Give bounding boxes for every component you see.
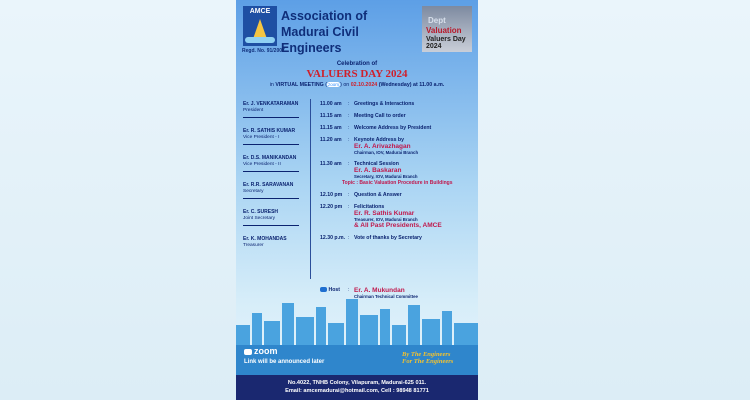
celebration-label: Celebration of [336, 61, 378, 67]
schedule-list [320, 101, 470, 241]
schedule-item: 12.10 pm : Question & Answer [320, 192, 402, 198]
logo-text: AMCE [249, 8, 271, 15]
speaker-name: Er. A. Arivazhagan [354, 143, 411, 150]
org-line-1: Association of [281, 9, 368, 23]
event-poster [236, 0, 478, 400]
officer-role: Secretary [243, 189, 264, 194]
schedule-item: 11.00 am : Greetings & Interactions [320, 101, 415, 107]
meeting-line: in VIRTUAL MEETING (zoom) on 02.10.2024 (Wednesday) at 11.00 a.m. [269, 82, 445, 88]
footer-contact-line: Email: amcemadurai@hotmail.com, Cell : 98948 81771 [285, 388, 429, 394]
schedule-item: 11.15 am : Meeting Call to order [320, 113, 406, 119]
host-role: Chairman Technical Committee [354, 294, 418, 299]
officer-item [243, 182, 307, 209]
extra-felicitation: & All Past Presidents, AMCE [354, 222, 442, 229]
amce-logo [243, 6, 277, 46]
schedule-item: 11.30 am : Technical Session Er. A. Baskaran Secretary, IOV, Madurai Branch Topic : Basic Valuation Procedure in Buildings [320, 161, 470, 186]
topic-line: Topic : Basic Valuation Procedure in Buildings [342, 180, 453, 186]
badge-line-2: Valuation [426, 26, 462, 35]
badge-line-1: Dept [428, 16, 446, 25]
registration-number: Regd. No. 91/2007 [242, 48, 285, 54]
officer-name: Er. J. VENKATARAMAN [243, 101, 299, 107]
org-line-2: Madurai Civil Engineers [281, 25, 359, 55]
zoom-logo: zoom [244, 346, 278, 356]
event-title: VALUERS DAY 2024 [306, 68, 408, 80]
officer-role: Vice President - I [243, 135, 280, 140]
org-name [281, 8, 421, 56]
meeting-date: 02.10.2024 [350, 82, 378, 88]
officer-item [243, 101, 307, 128]
meeting-in: in [269, 82, 274, 88]
schedule-item: 12.30 p.m. : Vote of thanks by Secretary [320, 235, 422, 241]
officer-item [243, 209, 307, 236]
schedule-item: 11.20 am : Keynote Address by Er. A. Arivazhagan Chairman, IOV, Madurai Branch [320, 137, 470, 155]
slogan [402, 351, 453, 365]
badge-line-3: Valuers Day 2024 [426, 36, 466, 50]
officer-role: Vice President - II [243, 162, 281, 167]
meeting-on: on [343, 82, 350, 88]
officer-name: Er. K. MOHANDAS [243, 236, 287, 242]
host-label: Host [328, 287, 340, 293]
officer-item [243, 155, 307, 182]
officer-item [243, 236, 307, 263]
officer-name: Er. R.R. SARAVANAN [243, 182, 294, 188]
officer-name: Er. R. SATHIS KUMAR [243, 128, 296, 134]
host-section: Host : Er. A. Mukundan Chairman Technical Committee [320, 287, 470, 299]
officer-role: Treasurer [243, 243, 264, 248]
footer-address: No.4022, TNHB Colony, Vilapuram, Madurai-625 011. [287, 380, 427, 386]
speaker-name: Er. R. Sathis Kumar [354, 210, 415, 217]
officers-list [243, 101, 307, 263]
zoom-camera-icon [244, 349, 252, 355]
meeting-tail: (Wednesday) at 11.00 a.m. [378, 82, 445, 88]
speaker-role: Treasurer, IOV, Madurai Branch [354, 217, 418, 222]
speaker-name: Er. A. Baskaran [354, 167, 402, 174]
officer-name: Er. D.S. MANIKANDAN [243, 155, 297, 161]
officer-name: Er. C. SURESH [243, 209, 279, 215]
slogan-line-1: By The Engineers [402, 351, 451, 358]
host-name: Er. A. Mukundan [354, 287, 405, 294]
officer-role: Joint Secretary [243, 216, 275, 221]
footer-contact [236, 375, 478, 400]
meeting-label: VIRTUAL MEETING [275, 82, 324, 88]
slogan-line-2: For The Engineers [402, 358, 454, 365]
officer-item [243, 128, 307, 155]
officer-role: President [243, 108, 264, 113]
video-icon [320, 287, 327, 292]
column-divider [310, 99, 311, 279]
link-note: Link will be announced later [244, 359, 325, 365]
zoom-chip: zoom [328, 82, 340, 87]
speaker-role: Chairman, IOV, Madurai Branch [354, 150, 419, 155]
speaker-role: Secretary, IOV, Madurai Branch [354, 174, 418, 179]
schedule-item: 12.20 pm : Felicitations Er. R. Sathis Kumar Treasurer, IOV, Madurai Branch & All Past Presidents, AMCE [320, 204, 470, 229]
schedule-item: 11.15 am : Welcome Address by President [320, 125, 432, 131]
valuers-day-badge [422, 6, 472, 52]
